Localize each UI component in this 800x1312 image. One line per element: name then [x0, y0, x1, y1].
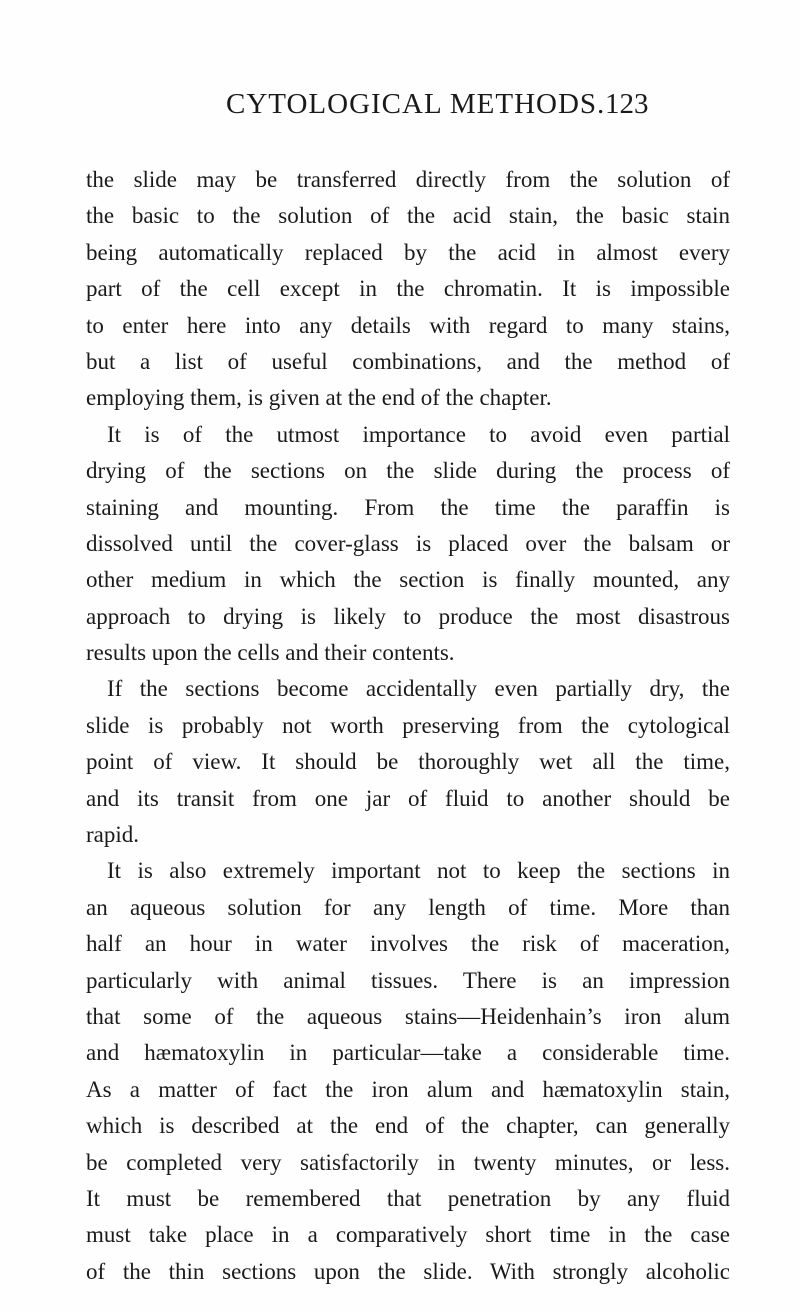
text-line: must take place in a comparatively short time in the case	[86, 1222, 730, 1248]
text-line: being automatically replaced by the acid in almost every	[86, 239, 730, 265]
running-title: CYTOLOGICAL METHODS.	[226, 88, 606, 120]
text-line: half an hour in water involves the risk of maceration,	[86, 931, 730, 957]
text-line: drying of the sections on the slide during the process of	[86, 458, 730, 484]
text-line: the basic to the solution of the acid stain, the basic stain	[86, 203, 730, 229]
text-line: particularly with animal tissues. There is an impression	[86, 967, 730, 993]
paragraph-first-line: It is of the utmost importance to avoid even partial	[107, 421, 730, 447]
page-number: 123	[605, 88, 649, 120]
text-line: and hæmatoxylin in particular—take a considerable time.	[86, 1040, 730, 1066]
text-line: other medium in which the section is finally mounted, any	[86, 567, 730, 593]
text-line: to enter here into any details with regard to many stains,	[86, 312, 730, 338]
text-line: approach to drying is likely to produce the most disastrous	[86, 603, 730, 629]
text-line: point of view. It should be thoroughly wet all the time,	[86, 749, 730, 775]
running-head	[200, 88, 660, 128]
body-text	[86, 162, 730, 1290]
text-line: dissolved until the cover-glass is placed over the balsam or	[86, 530, 730, 556]
text-line: which is described at the end of the chapter, can generally	[86, 1113, 730, 1139]
paragraph-first-line: If the sections become accidentally even partially dry, the	[107, 676, 730, 702]
text-line: be completed very satisfactorily in twenty minutes, or less.	[86, 1149, 730, 1175]
paragraph-first-line: It is also extremely important not to keep the sections in	[107, 858, 730, 884]
text-line: rapid.	[86, 822, 140, 848]
text-line: of the thin sections upon the slide. With strongly alcoholic	[86, 1258, 730, 1284]
text-line: part of the cell except in the chromatin. It is impossible	[86, 276, 730, 302]
text-line: As a matter of fact the iron alum and hæmatoxylin stain,	[86, 1076, 730, 1102]
text-line: slide is probably not worth preserving from the cytological	[86, 712, 730, 738]
text-line: results upon the cells and their contents.	[86, 640, 455, 666]
text-line: that some of the aqueous stains—Heidenhain’s iron alum	[86, 1003, 730, 1029]
text-line: staining and mounting. From the time the paraffin is	[86, 494, 730, 520]
text-line: an aqueous solution for any length of time. More than	[86, 894, 730, 920]
text-line: employing them, is given at the end of the chapter.	[86, 385, 552, 411]
text-line: It must be remembered that penetration by any fluid	[86, 1185, 730, 1211]
text-line: and its transit from one jar of fluid to another should be	[86, 785, 730, 811]
text-line: the slide may be transferred directly from the solution of	[86, 167, 730, 192]
text-line: but a list of useful combinations, and the method of	[86, 348, 730, 374]
